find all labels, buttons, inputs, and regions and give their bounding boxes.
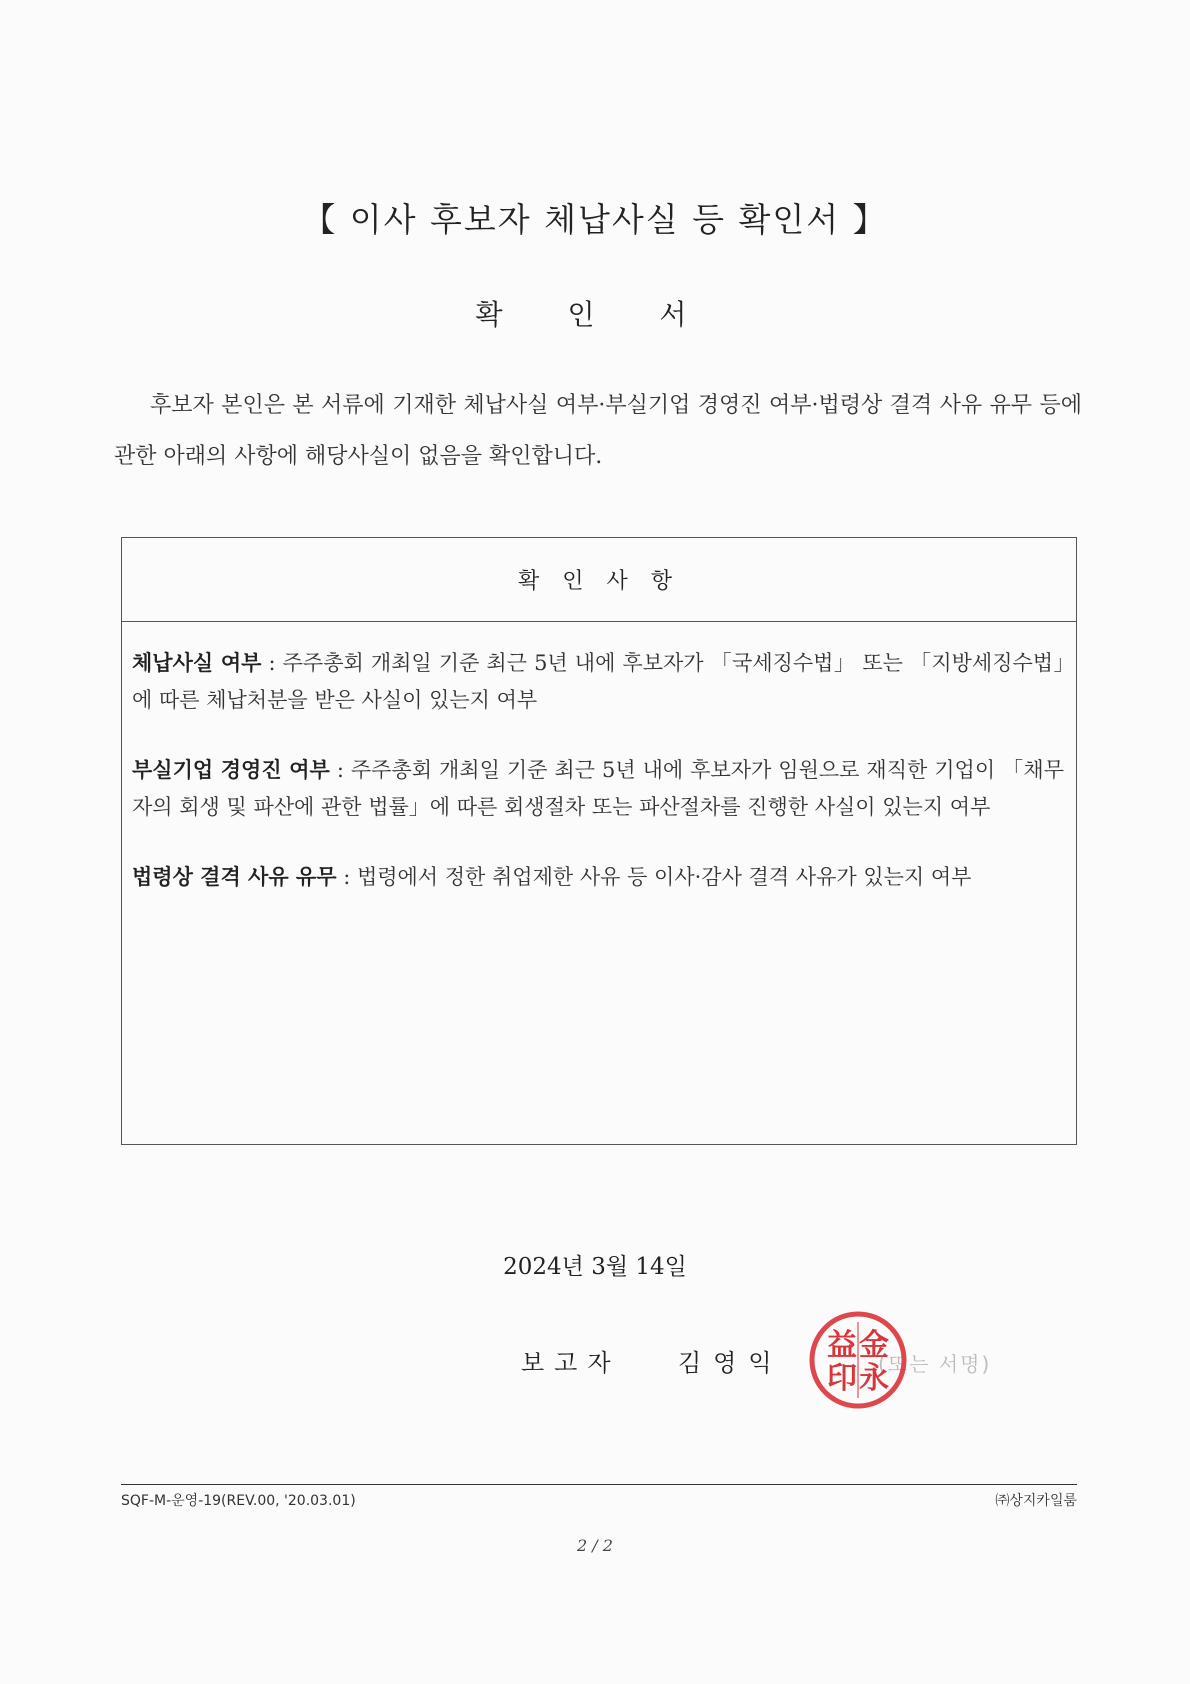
seal-char: 印 xyxy=(827,1361,857,1396)
seal-char: 金 xyxy=(859,1328,889,1363)
item-separator: : xyxy=(336,865,357,889)
signature-note: (또는 서명) xyxy=(878,1352,992,1376)
item-term: 부실기업 경영진 여부 xyxy=(132,758,330,782)
confirmation-box-header: 확 인 사 항 xyxy=(122,538,1076,622)
form-code: SQF-M-운영-19(REV.00, '20.03.01) xyxy=(121,1493,356,1509)
signing-date: 2024년 3월 14일 xyxy=(503,1254,687,1280)
item-term: 법령상 결격 사유 유무 xyxy=(132,865,337,889)
document-title: 【 이사 후보자 체납사실 등 확인서 】 xyxy=(302,200,888,239)
item-separator: : xyxy=(261,651,283,675)
intro-paragraph: 후보자 본인은 본 서류에 기재한 체납사실 여부·부실기업 경영진 여부·법령상 결격 사유 유무 등에 관한 아래의 사항에 해당사실이 없음을 확인합니다. xyxy=(114,393,1082,469)
document-subtitle: 확 인 서 xyxy=(475,298,715,331)
item-text: 법령에서 정한 취업제한 사유 등 이사·감사 결격 사유가 있는지 여부 xyxy=(356,865,972,889)
seal-char: 永 xyxy=(859,1361,889,1396)
confirmation-item-insolvent-company xyxy=(132,752,1064,826)
confirmation-item-tax-arrears xyxy=(132,645,1064,719)
name-seal-stamp xyxy=(808,1310,908,1410)
company-name: ㈜상지카일룸 xyxy=(995,1493,1077,1509)
confirmation-item-disqualification xyxy=(132,859,1064,896)
seal-char: 益 xyxy=(827,1328,857,1363)
item-separator: : xyxy=(329,758,351,782)
item-text: 주주총회 개최일 기준 최근 5년 내에 후보자가 임원으로 재직한 기업이 「채무자의 회생 및 파산에 관한 법률」에 따른 회생절차 또는 파산절차를 진행한 사실이 있는지 여부 xyxy=(132,758,1064,819)
confirmation-box xyxy=(121,537,1077,1145)
page-number: 2 / 2 xyxy=(577,1536,613,1555)
signer-label: 보고자 xyxy=(521,1349,621,1377)
footer-divider xyxy=(121,1484,1077,1485)
signer-name: 김영익 xyxy=(678,1349,784,1377)
item-term: 체납사실 여부 xyxy=(132,651,262,675)
confirmation-box-body xyxy=(122,622,1076,896)
item-text: 주주총회 개최일 기준 최근 5년 내에 후보자가 「국세징수법」 또는 「지방세징수법」에 따른 체납처분을 받은 사실이 있는지 여부 xyxy=(132,651,1064,712)
